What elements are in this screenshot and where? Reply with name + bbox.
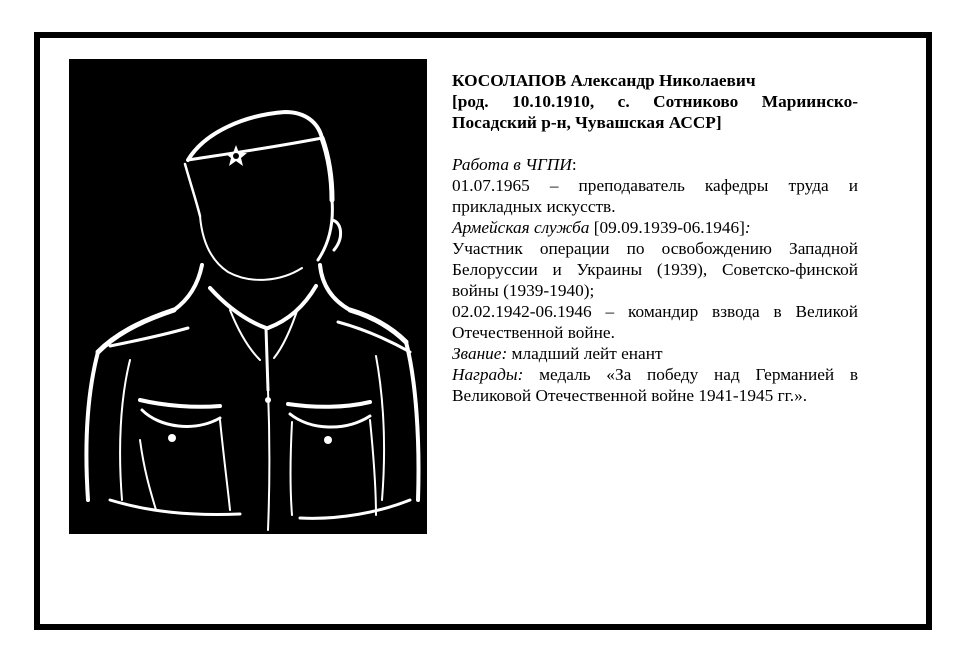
rank-text: младший лейт енант — [507, 344, 663, 363]
awards-text: медаль «За победу над Германией в Великовой Отечественной войне 1941-1945 гг.». — [452, 365, 858, 405]
army-section-heading — [452, 217, 858, 238]
army-text-ww2: 02.02.1942-06.1946 – командир взвода в Великой Отечественной войне. — [452, 302, 858, 342]
work-section-heading — [452, 154, 858, 175]
awards-line — [452, 364, 858, 406]
spacer — [452, 133, 858, 154]
biography-text — [452, 70, 858, 406]
army-label: Армейская служба — [452, 218, 590, 237]
rank-line — [452, 343, 858, 364]
soldier-silhouette-icon — [70, 60, 426, 533]
rank-label: Звание: — [452, 344, 508, 363]
work-colon: : — [571, 155, 577, 174]
birth-info: [род. 10.10.1910, с. Сотниково Мариинско-Посадский р-н, Чувашская АССР] — [452, 92, 858, 132]
army-colon: : — [744, 218, 751, 237]
person-name: КОСОЛАПОВ Александр Николаевич — [452, 71, 756, 90]
work-label: Работа в ЧГПИ — [452, 155, 572, 174]
awards-label: Награды: — [452, 365, 524, 384]
army-text-operations: Участник операции по освобождению Западной Белоруссии и Украины (1939), Советско-финской войны (1939-1940); — [452, 239, 858, 300]
work-text: 01.07.1965 – преподаватель кафедры труда и прикладных искусств. — [452, 176, 858, 216]
portrait-image — [70, 60, 426, 533]
army-period: [09.09.1939-06.1946] — [589, 218, 745, 237]
